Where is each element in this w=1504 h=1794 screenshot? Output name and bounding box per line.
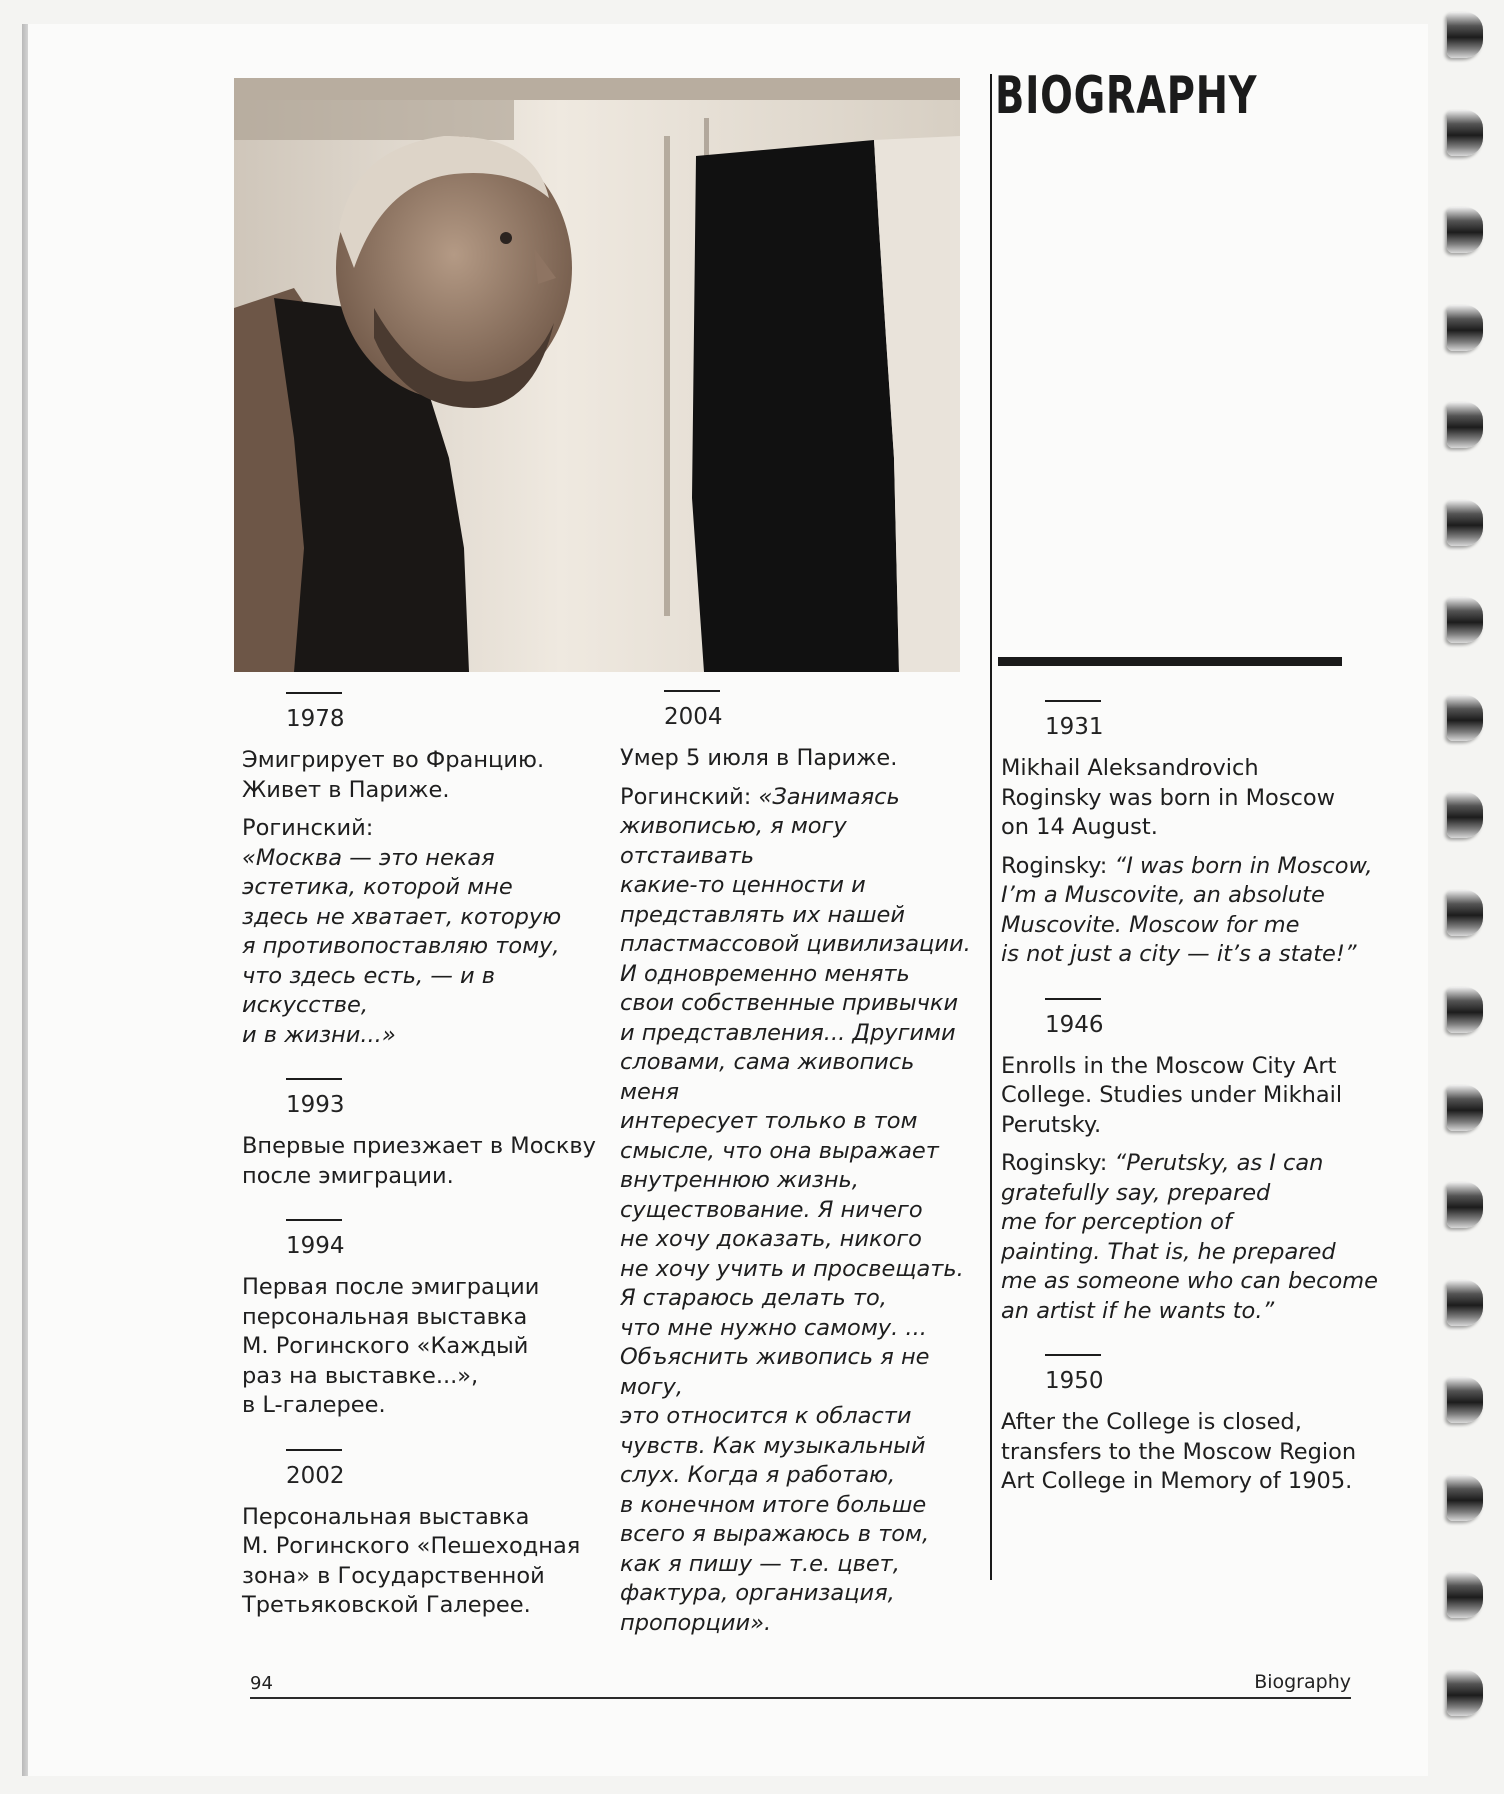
entry-year: 1978 [286,706,345,732]
quote-attribution: Рогинский: [242,815,374,841]
binding-ring [1447,207,1483,253]
entry-text: Первая после эмиграции персональная выставка М. Рогинского «Каждый раз на выставке...», в L-галерее. [242,1274,540,1418]
entry-paragraph [242,1503,602,1621]
quote-text: “Perutsky, as I can gratefully say, prepared me for perception of painting. That is, he prepared me as someone who can become an artist if he wants to.” [1001,1150,1379,1324]
entry-text: Умер 5 июля в Париже. [620,745,898,771]
quote-text: “I was born in Moscow, I’m a Muscovite, an absolute Muscovite. Moscow for me is not just a city — it’s a state!” [1001,852,1373,967]
quote-attribution: Roginsky: [1001,1150,1115,1176]
entry-paragraph [242,746,602,805]
entry-year: 2002 [286,1462,345,1489]
binding-ring [1447,1085,1483,1131]
binding-ring [1447,12,1483,58]
entry-paragraph [242,1273,602,1421]
entry-paragraph [1001,852,1381,970]
entry-year: 2004 [664,704,723,730]
entry-text: Впервые приезжает в Москву после эмиграции. [242,1133,597,1189]
entry-paragraph [242,814,602,1050]
year-rule [286,1219,342,1221]
timeline-column-2 [620,690,980,1638]
binding-ring [1447,500,1483,546]
heading-bar [998,657,1342,666]
binding-ring [1447,305,1483,351]
binding-ring [1447,890,1483,936]
binding-ring [1447,110,1483,156]
binding-ring [1447,1670,1483,1716]
footer-rule [250,1697,1351,1699]
binding-ring [1447,1475,1483,1521]
quote-text: «Занимаясь живописью, я могу отстаивать какие-то ценности и представлять их нашей пластмассовой цивилизации. И одновременно менять свои собственные привычки и представления... Другими словами, сама живопись меня интересует только в том смысле, что она выражает внутреннюю жизнь, существование. Я ничего не хочу доказать, никого не хочу учить и просвещать. Я стараюсь делать то, что мне нужно самому. ... Объяснить живопись я не могу, это относится к области чувств. Как музыкальный слух. Когда я работаю, в конечном итоге больше всего я выражаюсь в том, как я пишу — т.е. цвет, фактура, организация, пропорции». [620,783,971,1636]
entry-paragraph [1001,1052,1381,1141]
timeline-entry [242,1449,602,1621]
entry-paragraph [1001,754,1381,843]
timeline-column-3 [1001,700,1381,1497]
entry-gap [1001,1326,1381,1354]
artist-portrait-photo [234,78,960,672]
year-rule [1045,998,1101,1000]
binding-ring [1447,1572,1483,1618]
timeline-column-1 [242,692,602,1621]
entry-gap [242,1191,602,1219]
year-rule [286,1078,342,1080]
binding-ring [1447,695,1483,741]
timeline-entry [242,1219,602,1421]
entry-year: 1993 [286,1092,345,1118]
year-rule [664,690,720,692]
quote-attribution: Roginsky: [1001,852,1115,879]
page-number: 94 [250,1673,273,1694]
year-rule [1045,1354,1101,1356]
page-heading: BIOGRAPHY [995,66,1258,126]
binding-ring [1447,1280,1483,1326]
entry-year: 1931 [1045,714,1104,740]
timeline-entry [620,690,980,1638]
entry-year: 1950 [1045,1368,1104,1394]
timeline-entry [242,692,602,1050]
binding-ring [1447,1377,1483,1423]
binding-ring [1447,792,1483,838]
running-title: Biography [1254,1671,1351,1693]
binding-ring [1447,597,1483,643]
year-rule [286,692,342,694]
entry-text: Эмигрирует во Францию. Живет в Париже. [242,747,545,803]
entry-paragraph [1001,1408,1381,1497]
entry-paragraph [1001,1149,1381,1326]
timeline-entry [1001,700,1381,970]
entry-paragraph [242,1132,602,1191]
entry-paragraph [620,783,980,1639]
entry-text: After the College is closed, transfers to the Moscow Region Art College in Memory of 1905. [1001,1409,1357,1494]
timeline-entry [242,1078,602,1191]
entry-gap [1001,970,1381,998]
timeline-entry [1001,998,1381,1327]
year-rule [1045,700,1101,702]
entry-text: Mikhail Aleksandrovich Roginsky was born in Moscow on 14 August. [1001,755,1336,840]
entry-year: 1994 [286,1233,345,1259]
binding-ring [1447,402,1483,448]
entry-gap [242,1050,602,1078]
quote-text: «Москва — это некая эстетика, которой мне здесь не хватает, которую я противопоставляю тому, что здесь есть, — и в искусстве, и в жизни...» [242,844,562,1048]
timeline-entry [1001,1354,1381,1497]
entry-text: Enrolls in the Moscow City Art College. Studies under Mikhail Perutsky. [1001,1052,1343,1138]
entry-gap [242,1421,602,1449]
entry-year: 1946 [1045,1011,1104,1038]
entry-text: Персональная выставка М. Рогинского «Пешеходная зона» в Государственной Третьяковской Галерее. [242,1503,581,1618]
quote-attribution: Рогинский: [620,783,759,810]
entry-paragraph [620,744,980,774]
column-divider [990,74,992,1580]
year-rule [286,1449,342,1451]
binding-ring [1447,1182,1483,1228]
binding-ring [1447,987,1483,1033]
